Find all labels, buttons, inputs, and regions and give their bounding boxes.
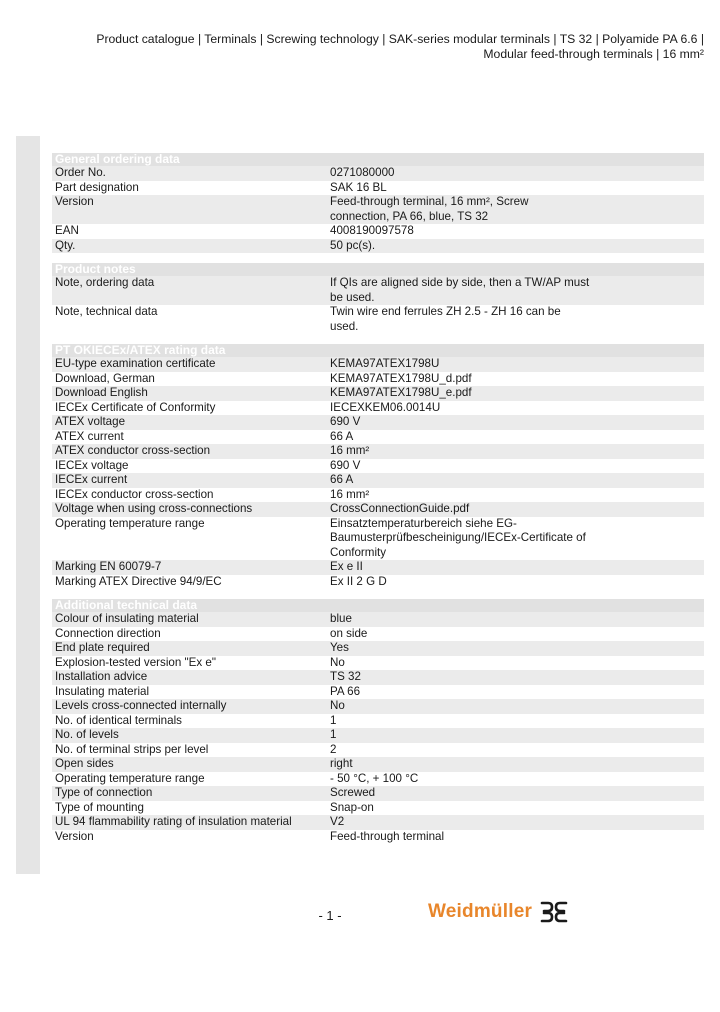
row-label: Marking ATEX Directive 94/9/EC: [55, 574, 222, 588]
row-value-line: KEMA97ATEX1798U_d.pdf: [330, 371, 472, 385]
row-value: [330, 401, 615, 416]
row-value-line: V2: [330, 815, 345, 828]
row-value: [330, 444, 615, 459]
table-row: [52, 786, 704, 801]
row-label: Installation advice: [55, 670, 148, 683]
row-value-line: Feed-through terminal: [330, 829, 445, 843]
table-row: [52, 195, 704, 224]
row-value: [330, 560, 615, 575]
row-label: Part designation: [55, 180, 139, 194]
table-row: [52, 444, 704, 459]
table-row: [52, 401, 704, 416]
table-row: [52, 801, 704, 816]
row-value-line: - 50 °C, + 100 °C: [330, 771, 419, 785]
row-label: Colour of insulating material: [55, 612, 199, 625]
row-value-line: Twin wire end ferrules ZH 2.5 - ZH 16 can be: [330, 305, 561, 318]
logo-wordmark: Weidmüller: [428, 901, 533, 922]
table-row: [52, 415, 704, 430]
page-header: [64, 32, 704, 62]
table-row: [52, 386, 704, 401]
row-label: Type of mounting: [55, 800, 144, 814]
table-row: [52, 276, 704, 305]
row-value-line: blue: [330, 612, 352, 625]
weidmuller-emblem-icon: [540, 900, 568, 924]
table-row: [52, 305, 704, 334]
section-product-notes: [52, 263, 704, 334]
row-value: [330, 386, 615, 401]
row-value-line: KEMA97ATEX1798U_e.pdf: [330, 386, 472, 399]
row-label: EU-type examination certificate: [55, 357, 216, 370]
table-row: [52, 641, 704, 656]
row-value: [330, 459, 615, 474]
table-row: [52, 430, 704, 445]
row-value: [330, 743, 615, 758]
row-label: No. of identical terminals: [55, 713, 182, 727]
table-row: [52, 743, 704, 758]
section-header: Product notes: [52, 263, 704, 276]
row-value-line: Conformity: [330, 545, 387, 559]
row-value-line: Ex II 2 G D: [330, 574, 387, 588]
table-row: [52, 685, 704, 700]
table-row: [52, 488, 704, 503]
row-value: [330, 612, 615, 627]
row-label: Operating temperature range: [55, 771, 205, 785]
row-label: Marking EN 60079-7: [55, 560, 162, 573]
row-value: [330, 575, 615, 590]
row-value-line: 0271080000: [330, 166, 395, 179]
row-value: [330, 372, 615, 387]
row-value-line: Yes: [330, 641, 349, 654]
row-label: Operating temperature range: [55, 516, 205, 530]
row-label: Connection direction: [55, 626, 161, 640]
row-label: Insulating material: [55, 684, 150, 698]
row-value: [330, 488, 615, 503]
row-value: [330, 502, 615, 517]
row-value: [330, 166, 615, 181]
table-row: [52, 670, 704, 685]
table-row: [52, 372, 704, 387]
row-value-line: be used.: [330, 290, 375, 304]
row-value-line: right: [330, 757, 353, 770]
row-value: [330, 714, 615, 729]
table-row: [52, 459, 704, 474]
section-general-ordering-data: [52, 153, 704, 253]
row-value-line: 66 A: [330, 473, 354, 486]
table-row: [52, 612, 704, 627]
row-value-line: 50 pc(s).: [330, 238, 376, 252]
row-label: EAN: [55, 224, 79, 237]
row-value-line: PA 66: [330, 684, 361, 698]
row-value-line: connection, PA 66, blue, TS 32: [330, 209, 489, 223]
row-value: [330, 517, 615, 561]
row-label: Download, German: [55, 371, 155, 385]
row-value: [330, 815, 615, 830]
row-value-line: SAK 16 BL: [330, 180, 387, 194]
row-value-line: 1: [330, 728, 337, 741]
table-row: [52, 502, 704, 517]
table-row: [52, 699, 704, 714]
section-header: General ordering data: [52, 153, 704, 166]
row-value-line: Baumusterprüfbescheinigung/IECEx-Certificate of: [330, 531, 586, 544]
row-value-line: If QIs are aligned side by side, then a TW/AP must: [330, 276, 590, 289]
row-value-line: on side: [330, 626, 368, 640]
row-value: [330, 239, 615, 254]
row-label: IECEx Certificate of Conformity: [55, 400, 216, 414]
row-value-line: TS 32: [330, 670, 361, 683]
table-row: [52, 560, 704, 575]
row-value: [330, 757, 615, 772]
row-value: [330, 473, 615, 488]
weidmuller-logo: [428, 898, 568, 926]
row-label: Explosion-tested version "Ex e": [55, 655, 216, 669]
table-row: [52, 473, 704, 488]
page-number: - 1 -: [318, 908, 342, 923]
row-value-line: 2: [330, 742, 337, 756]
row-value-line: 16 mm²: [330, 444, 370, 457]
table-row: [52, 357, 704, 372]
row-label: IECEx voltage: [55, 458, 129, 472]
row-label: Note, ordering data: [55, 276, 155, 289]
row-label: ATEX voltage: [55, 415, 126, 428]
section-header: Additional technical data: [52, 599, 704, 612]
row-value: [330, 772, 615, 787]
header-breadcrumb-line2: Modular feed-through terminals | 16 mm²: [483, 47, 704, 61]
row-label: Note, technical data: [55, 305, 158, 318]
row-value: [330, 276, 615, 305]
row-value-line: 4008190097578: [330, 224, 414, 237]
table-row: [52, 728, 704, 743]
row-value: [330, 224, 615, 239]
table-row: [52, 815, 704, 830]
row-value: [330, 801, 615, 816]
row-value: [330, 656, 615, 671]
table-row: [52, 239, 704, 254]
table-row: [52, 166, 704, 181]
table-row: [52, 517, 704, 561]
row-value-line: No: [330, 699, 345, 712]
row-value-line: Snap-on: [330, 800, 374, 814]
row-value-line: KEMA97ATEX1798U: [330, 357, 440, 370]
row-label: UL 94 flammability rating of insulation material: [55, 815, 292, 828]
table-row: [52, 656, 704, 671]
table-row: [52, 224, 704, 239]
row-label: Voltage when using cross-connections: [55, 502, 253, 515]
row-label: End plate required: [55, 641, 150, 654]
row-label: IECEx current: [55, 473, 128, 486]
row-value: [330, 685, 615, 700]
row-value-line: IECEXKEM06.0014U: [330, 400, 441, 414]
row-value: [330, 415, 615, 430]
row-value-line: No: [330, 655, 345, 669]
table-row: [52, 627, 704, 642]
section-additional-technical-data: [52, 599, 704, 844]
table-row: [52, 575, 704, 590]
row-value: [330, 181, 615, 196]
row-label: Levels cross-connected internally: [55, 699, 227, 712]
row-value: [330, 670, 615, 685]
row-value-line: used.: [330, 319, 359, 333]
section-pt-okiecex-atex-rating-data: [52, 344, 704, 589]
section-header: PT OKIECEx/ATEX rating data: [52, 344, 704, 357]
row-value-line: Einsatztemperaturbereich siehe EG-: [330, 516, 517, 530]
row-label: No. of terminal strips per level: [55, 742, 209, 756]
row-label: Order No.: [55, 166, 106, 179]
row-value: [330, 430, 615, 445]
row-value-line: 16 mm²: [330, 487, 370, 501]
row-label: No. of levels: [55, 728, 119, 741]
row-value: [330, 786, 615, 801]
row-label: IECEx conductor cross-section: [55, 487, 214, 501]
row-label: Open sides: [55, 757, 114, 770]
row-value: [330, 728, 615, 743]
row-value-line: Screwed: [330, 786, 376, 799]
row-value-line: 690 V: [330, 458, 361, 472]
row-value-line: Feed-through terminal, 16 mm², Screw: [330, 195, 529, 208]
row-label: ATEX current: [55, 429, 124, 443]
table-row: [52, 757, 704, 772]
row-value: [330, 627, 615, 642]
row-label: Version: [55, 195, 94, 208]
row-label: Qty.: [55, 238, 76, 252]
row-label: ATEX conductor cross-section: [55, 444, 211, 457]
row-value: [330, 305, 615, 334]
row-value: [330, 830, 615, 845]
row-value: [330, 357, 615, 372]
row-value: [330, 641, 615, 656]
row-value-line: 1: [330, 713, 337, 727]
table-row: [52, 772, 704, 787]
header-breadcrumb-line1: Product catalogue | Terminals | Screwing technology | SAK-series modular terminals | TS 32 | Polyamide PA 6.6 |: [96, 32, 704, 46]
table-row: [52, 181, 704, 196]
left-margin-bar: [16, 136, 40, 874]
table-row: [52, 714, 704, 729]
row-value-line: Ex e II: [330, 560, 363, 573]
row-label: Version: [55, 829, 94, 843]
datasheet-content: [52, 153, 704, 854]
table-row: [52, 830, 704, 845]
row-value: [330, 195, 615, 224]
row-value-line: CrossConnectionGuide.pdf: [330, 502, 470, 515]
row-value-line: 66 A: [330, 429, 354, 443]
row-label: Type of connection: [55, 786, 153, 799]
row-label: Download English: [55, 386, 148, 399]
row-value-line: 690 V: [330, 415, 361, 428]
row-value: [330, 699, 615, 714]
